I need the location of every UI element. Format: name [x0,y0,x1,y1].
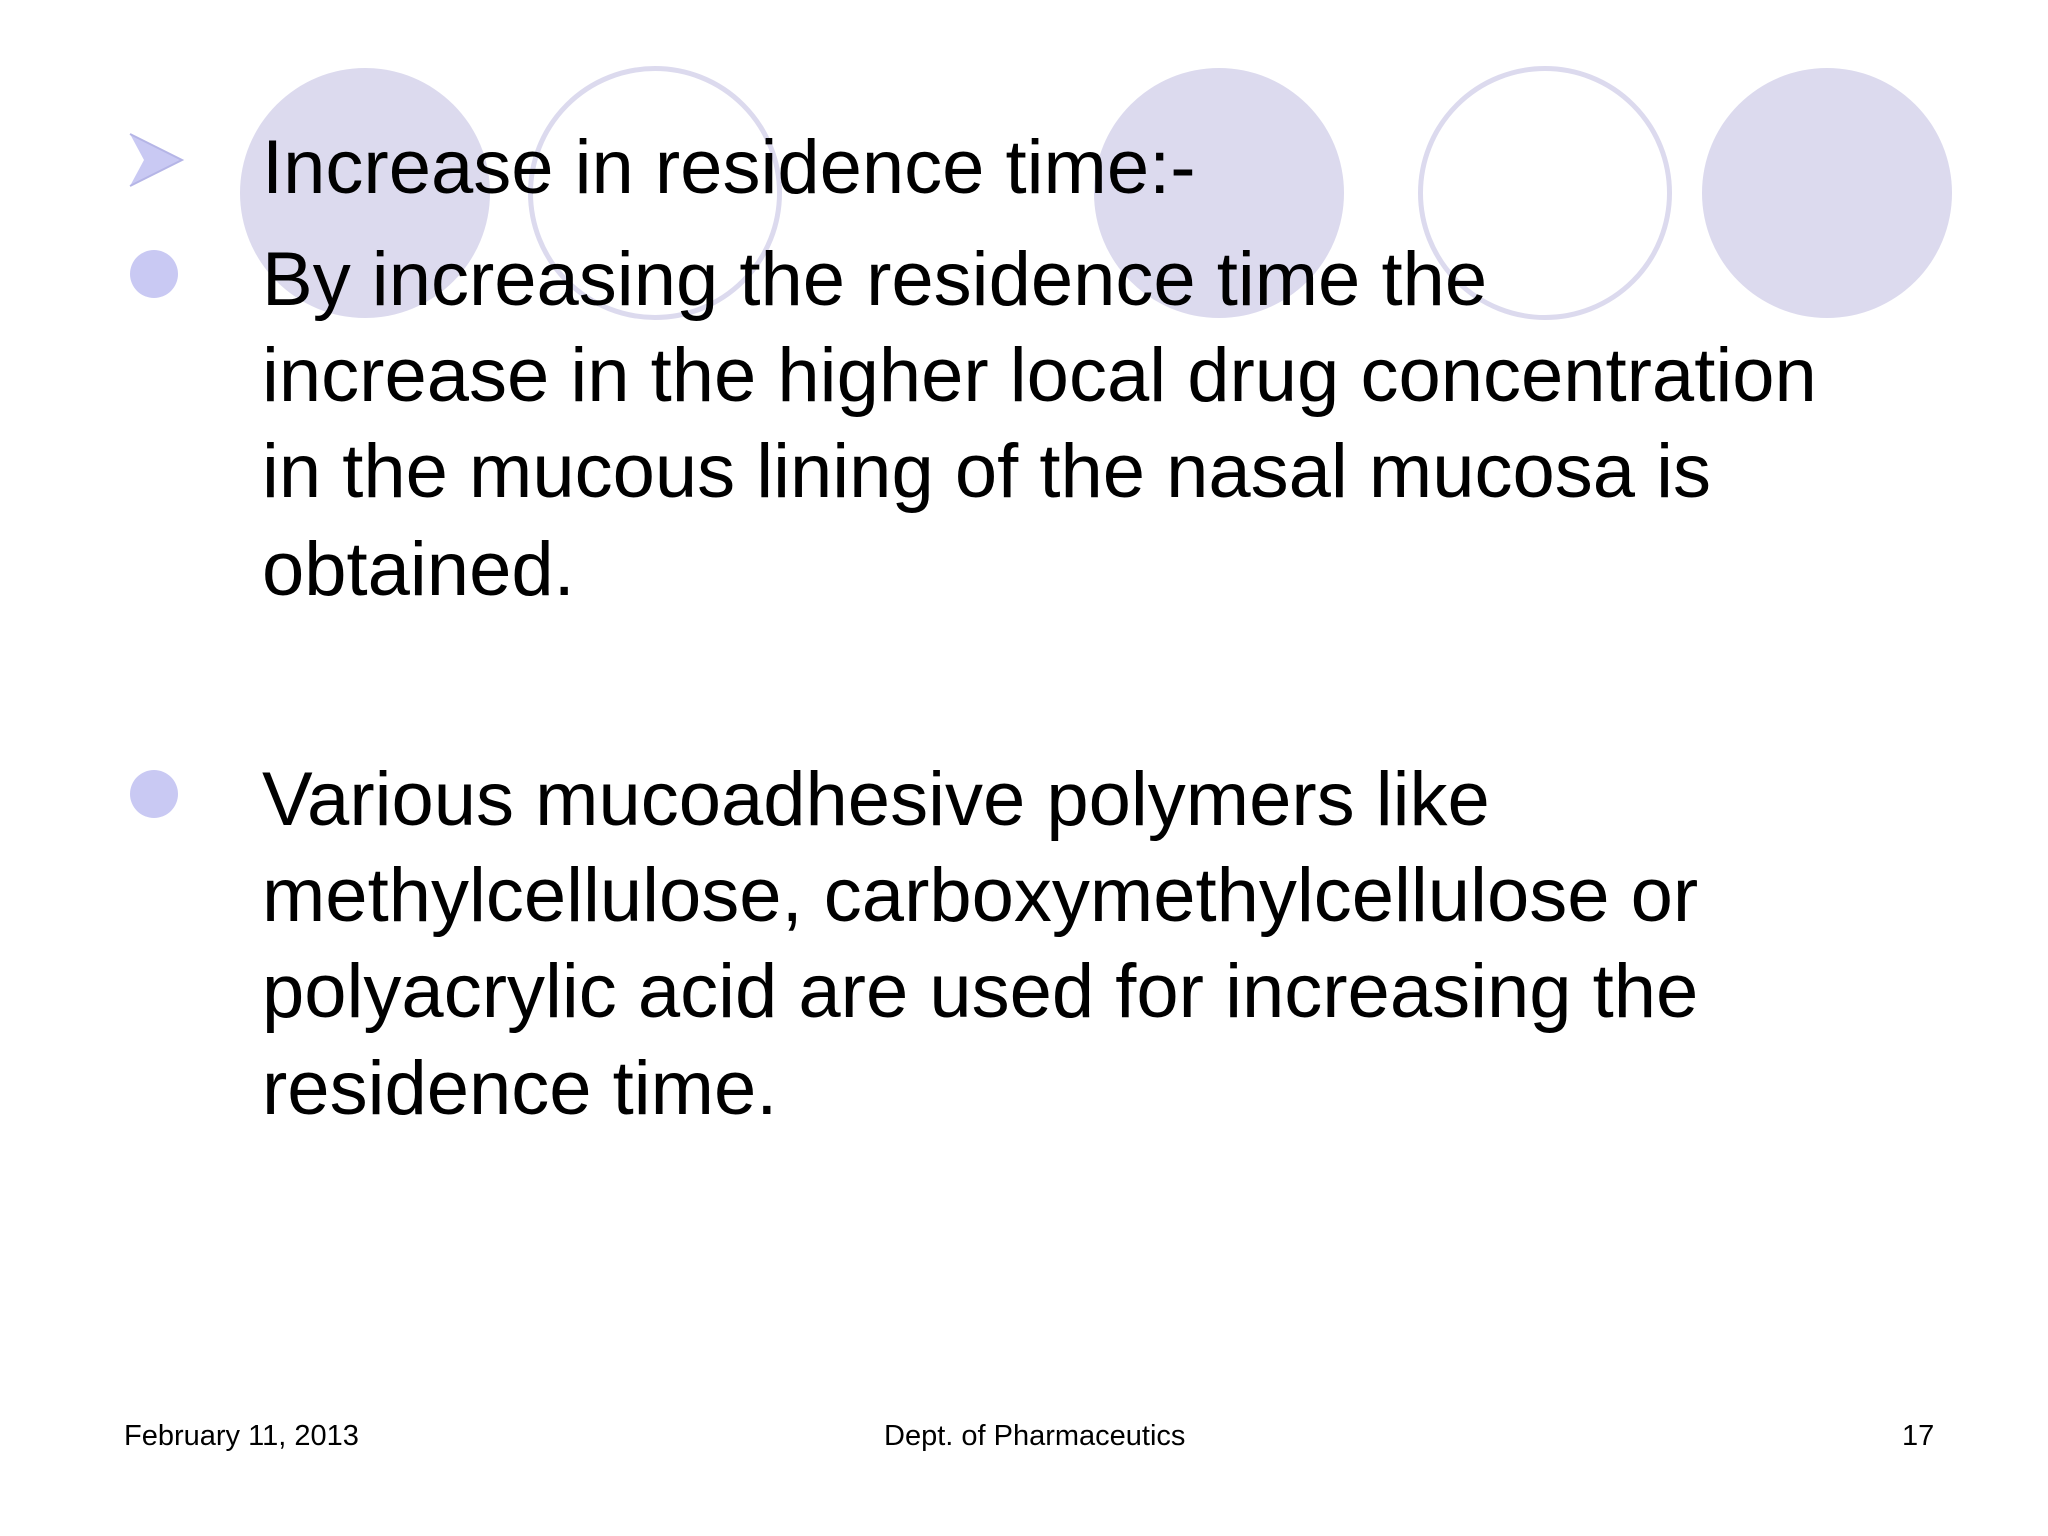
arrow-bullet-icon [126,130,186,190]
bullet-2-line-4: residence time. [262,1046,778,1131]
footer-page-number: 17 [1902,1420,1935,1452]
bullet-2-line-3: polyacrylic acid are used for increasing the [262,949,1699,1034]
slide-heading: Increase in residence time:- [262,125,1196,210]
dot-bullet-icon [130,770,178,818]
bullet-2-line-2: methylcellulose, carboxymethylcellulose or [262,853,1699,938]
decorative-circle-5 [1702,68,1952,318]
footer-department: Dept. of Pharmaceutics [884,1420,1186,1452]
bullet-1-line-4: obtained. [262,527,575,612]
bullet-1-line-1: By increasing the residence time the [262,237,1488,322]
bullet-2-line-1: Various mucoadhesive polymers like [262,757,1490,842]
bullet-1-line-3: in the mucous lining of the nasal mucosa is [262,429,1712,514]
dot-bullet-icon [130,250,178,298]
footer-date: February 11, 2013 [124,1420,359,1452]
bullet-1-line-2: increase in the higher local drug concentration [262,333,1817,418]
